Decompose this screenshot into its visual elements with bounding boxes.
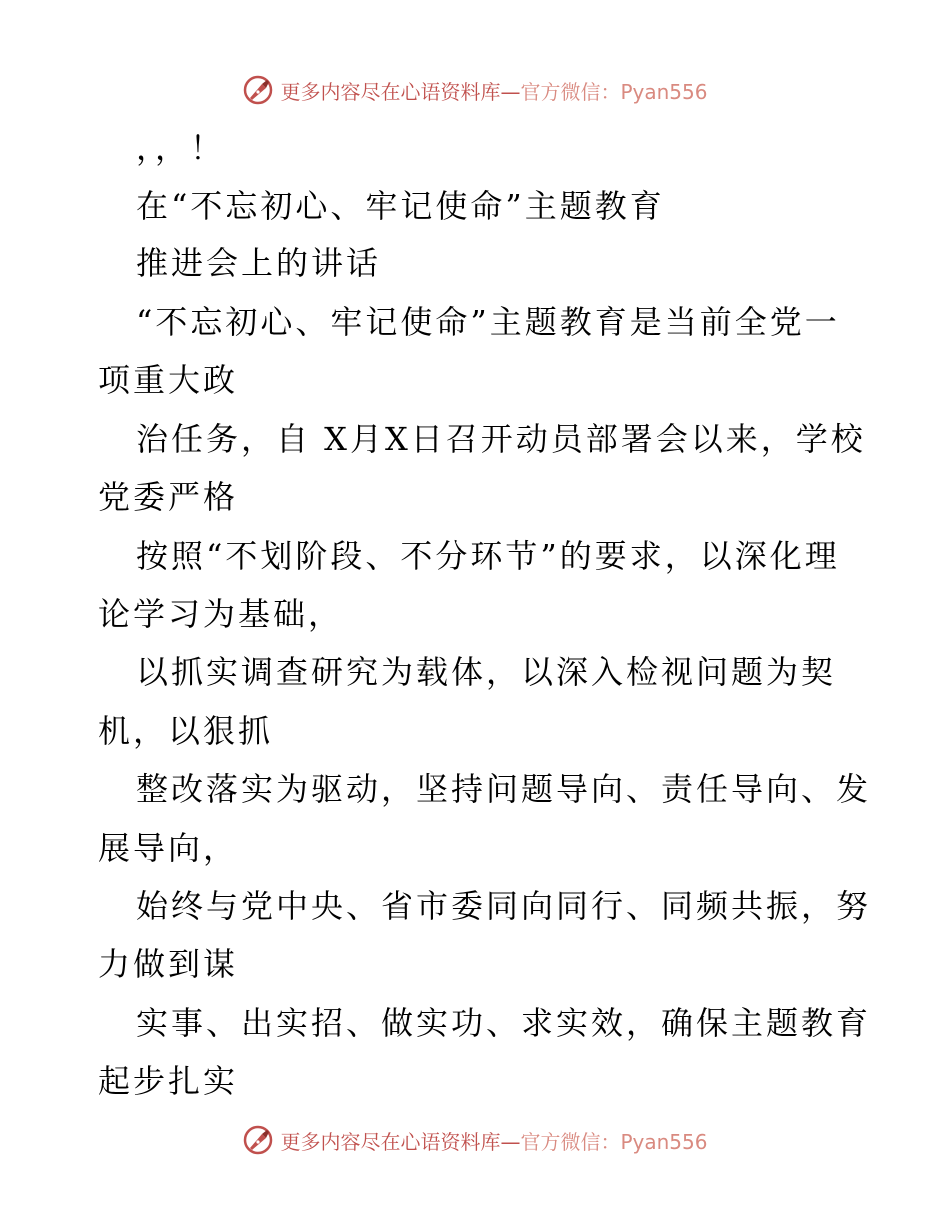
body-line: 以抓实调查研究为载体，以深入检视问题为契 bbox=[136, 653, 837, 691]
banner-wechat-text: 官方微信：Pyan556 bbox=[520, 79, 708, 104]
banner-site-text: 更多内容尽在心语资料库 bbox=[280, 79, 501, 104]
pen-nib-logo-icon bbox=[242, 1124, 274, 1156]
footer-banner bbox=[0, 1120, 950, 1160]
body-line: “不忘初心、牢记使命”主题教育是当前全党一 bbox=[136, 303, 840, 341]
body-line: 治任务，自 X月X日召开动员部署会以来，学校 bbox=[136, 420, 866, 458]
header-banner bbox=[0, 70, 950, 110]
banner-dash: — bbox=[500, 79, 521, 104]
body-line: ，，！ bbox=[136, 129, 226, 167]
body-line: 论学习为基础， bbox=[98, 595, 344, 633]
body-line: 整改落实为驱动，坚持问题导向、责任导向、发 bbox=[136, 770, 872, 808]
banner-dash: — bbox=[500, 1129, 521, 1154]
body-line: 实事、出实招、做实功、求实效，确保主题教育 bbox=[136, 1004, 872, 1042]
body-line: 在“不忘初心、牢记使命”主题教育 bbox=[136, 187, 665, 225]
body-line: 展导向， bbox=[98, 829, 239, 867]
body-line: 始终与党中央、省市委同向同行、同频共振，努 bbox=[136, 887, 872, 925]
pen-nib-logo-icon bbox=[242, 74, 274, 106]
body-line: 项重大政 bbox=[98, 361, 239, 399]
body-line: 党委严格 bbox=[98, 478, 239, 516]
body-line: 起步扎实 bbox=[98, 1062, 239, 1100]
body-line: 机，以狠抓 bbox=[98, 712, 274, 750]
banner-wechat-text: 官方微信：Pyan556 bbox=[520, 1129, 708, 1154]
body-line: 按照“不划阶段、不分环节”的要求，以深化理 bbox=[136, 537, 840, 575]
body-line: 推进会上的讲话 bbox=[136, 244, 382, 282]
body-line: 力做到谋 bbox=[98, 945, 239, 983]
banner-site-text: 更多内容尽在心语资料库 bbox=[280, 1129, 501, 1154]
